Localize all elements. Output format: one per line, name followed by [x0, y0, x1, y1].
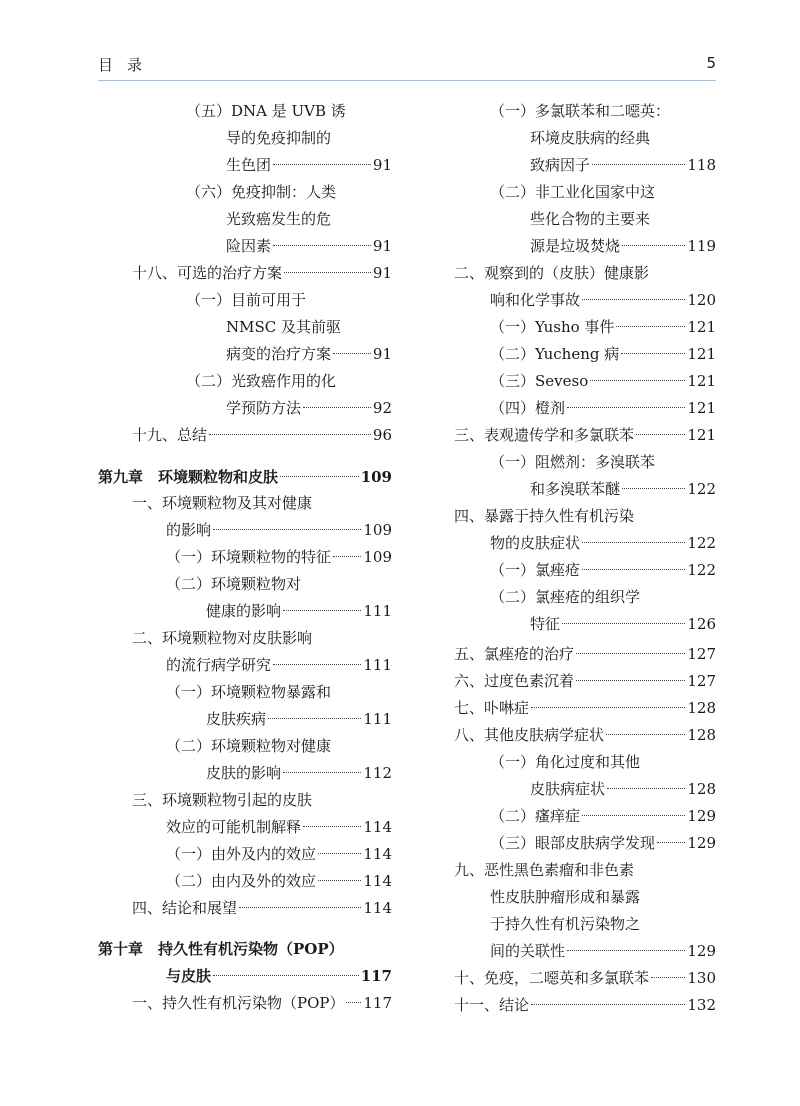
toc-entry-title: 些化合物的主要来	[530, 210, 651, 228]
toc-entry	[454, 643, 716, 665]
dot-leader	[576, 653, 685, 654]
toc-entry-page: 129	[687, 942, 716, 960]
toc-entry-title: 七、卟啉症	[454, 699, 530, 717]
toc-entry	[490, 289, 716, 311]
toc-entry-title: 源是垃圾焚烧	[530, 237, 621, 255]
dot-leader	[283, 772, 361, 773]
toc-entry-page: 117	[360, 967, 392, 985]
toc-entry-title: （二）光致癌作用的化	[186, 372, 337, 390]
toc-entry	[454, 967, 716, 989]
dot-leader	[531, 1004, 685, 1005]
toc-entry	[490, 832, 716, 854]
toc-entry-title: 于持久性有机污染物之	[490, 915, 641, 933]
toc-entry	[166, 519, 392, 541]
toc-entry-page: 121	[687, 318, 716, 336]
toc-entry-title: NMSC 及其前驱	[226, 318, 342, 336]
dot-leader	[592, 164, 685, 165]
dot-leader	[273, 164, 371, 165]
dot-leader	[273, 664, 361, 665]
toc-entry	[206, 762, 392, 784]
toc-entry-title: 六、过度色素沉着	[454, 672, 575, 690]
toc-entry-title: 效应的可能机制解释	[166, 818, 302, 836]
toc-entry-title: 十、免疫，二噁英和多氯联苯	[454, 969, 650, 987]
toc-entry-page: 109	[363, 521, 392, 539]
toc-entry-page: 127	[687, 645, 716, 663]
toc-entry-title: （二）氯痤疮的组织学	[490, 588, 641, 606]
dot-leader	[562, 623, 685, 624]
toc-entry	[490, 100, 670, 122]
toc-entry	[226, 208, 331, 230]
toc-entry	[454, 697, 716, 719]
toc-entry	[454, 424, 716, 446]
toc-entry-page: 118	[687, 156, 716, 174]
toc-entry-page: 114	[363, 899, 392, 917]
toc-entry-page: 111	[363, 710, 392, 728]
toc-entry	[454, 505, 634, 527]
toc-entry-page: 121	[687, 345, 716, 363]
toc-entry-page: 122	[687, 561, 716, 579]
toc-entry	[490, 586, 640, 608]
toc-entry	[454, 724, 716, 746]
toc-entry-title: （一）由外及内的效应	[166, 845, 317, 863]
toc-entry	[530, 127, 650, 149]
toc-entry-title: 学预防方法	[226, 399, 302, 417]
toc-entry-title: 导的免疫抑制的	[226, 129, 332, 147]
toc-entry	[186, 100, 346, 122]
dot-leader	[333, 353, 371, 354]
dot-leader	[273, 245, 371, 246]
toc-entry-title: （一）Yusho 事件	[490, 318, 615, 336]
toc-entry	[166, 965, 392, 987]
toc-entry-title: （一）角化过度和其他	[490, 753, 641, 771]
toc-entry-title: 皮肤病症状	[530, 780, 606, 798]
toc-entry	[186, 181, 336, 203]
toc-entry-title: 皮肤疾病	[206, 710, 267, 728]
toc-entry-title: 三、表观遗传学和多氯联苯	[454, 426, 635, 444]
toc-entry-title: 健康的影响	[206, 602, 282, 620]
toc-entry-title: （三）Seveso	[490, 372, 589, 390]
toc-entry-page: 109	[363, 548, 392, 566]
toc-entry	[490, 805, 716, 827]
toc-entry-page: 96	[372, 426, 392, 444]
toc-entry	[98, 466, 392, 488]
toc-entry	[132, 789, 312, 811]
toc-entry-page: 120	[687, 291, 716, 309]
toc-entry-title: 十九、总结	[132, 426, 208, 444]
toc-entry-page: 129	[687, 807, 716, 825]
toc-entry-title: 和多溴联苯醚	[530, 480, 621, 498]
toc-entry-title: 特征	[530, 615, 561, 633]
toc-entry	[490, 751, 640, 773]
toc-entry-title: 致病因子	[530, 156, 591, 174]
toc-entry-page: 109	[360, 468, 392, 486]
toc-entry	[166, 654, 392, 676]
toc-entry-title: （五）DNA 是 UVB 诱	[186, 102, 346, 120]
toc-entry	[166, 681, 331, 703]
toc-entry-title: （一）环境颗粒物暴露和	[166, 683, 332, 701]
toc-entry-page: 91	[372, 156, 392, 174]
toc-entry-title: 的影响	[166, 521, 212, 539]
toc-entry-page: 111	[363, 656, 392, 674]
toc-entry-title: 皮肤的影响	[206, 764, 282, 782]
toc-entry	[490, 370, 716, 392]
toc-entry	[132, 492, 312, 514]
toc-entry-page: 127	[687, 672, 716, 690]
running-header	[98, 54, 716, 78]
toc-entry	[490, 343, 716, 365]
toc-entry-page: 122	[687, 480, 716, 498]
toc-entry-title: 四、暴露于持久性有机污染	[454, 507, 635, 525]
toc-entry-title: 生色团	[226, 156, 272, 174]
toc-entry-title: 一、持久性有机污染物（POP）	[132, 994, 345, 1012]
toc-entry-page: 91	[372, 264, 392, 282]
toc-entry-title: 间的关联性	[490, 942, 566, 960]
toc-entry	[226, 316, 341, 338]
toc-entry	[490, 913, 640, 935]
toc-entry-title: 环境皮肤病的经典	[530, 129, 651, 147]
toc-entry-title: 八、其他皮肤病学症状	[454, 726, 605, 744]
toc-entry-title: （二）由内及外的效应	[166, 872, 317, 890]
toc-entry-title: 病变的治疗方案	[226, 345, 332, 363]
dot-leader	[576, 680, 685, 681]
toc-entry	[226, 127, 331, 149]
toc-entry-title: （二）非工业化国家中这	[490, 183, 656, 201]
toc-entry	[490, 181, 655, 203]
toc-entry-title: 险因素	[226, 237, 272, 255]
toc-entry-title: 十一、结论	[454, 996, 530, 1014]
toc-entry-title: 九、恶性黑色素瘤和非色素	[454, 861, 635, 879]
toc-entry-page: 129	[687, 834, 716, 852]
dot-leader	[280, 476, 359, 477]
toc-entry	[454, 994, 716, 1016]
toc-entry	[530, 778, 716, 800]
toc-entry	[206, 600, 392, 622]
dot-leader	[209, 434, 371, 435]
toc-entry	[490, 940, 716, 962]
dot-leader	[636, 434, 685, 435]
toc-entry-title: （二）环境颗粒物对健康	[166, 737, 332, 755]
dot-leader	[213, 975, 359, 976]
toc-entry-page: 122	[687, 534, 716, 552]
toc-entry	[530, 154, 716, 176]
toc-entry-page: 114	[363, 872, 392, 890]
dot-leader	[657, 842, 685, 843]
toc-entry	[490, 886, 640, 908]
toc-entry	[166, 843, 392, 865]
toc-entry-title: 二、环境颗粒物对皮肤影响	[132, 629, 313, 647]
toc-entry-page: 117	[363, 994, 392, 1012]
toc-entry	[530, 208, 650, 230]
toc-entry-title: （一）阻燃剂：多溴联苯	[490, 453, 656, 471]
toc-entry-title: （一）目前可用于	[186, 291, 307, 309]
dot-leader	[621, 353, 685, 354]
toc-entry-title: （二）环境颗粒物对	[166, 575, 302, 593]
dot-leader	[616, 326, 685, 327]
toc-entry-page: 121	[687, 399, 716, 417]
toc-entry-page: 128	[687, 780, 716, 798]
toc-entry	[166, 870, 392, 892]
dot-leader	[607, 788, 685, 789]
toc-entry	[98, 938, 344, 960]
toc-entry	[530, 478, 716, 500]
toc-entry	[530, 235, 716, 257]
dot-leader	[213, 529, 361, 530]
dot-leader	[651, 977, 685, 978]
toc-entry-title: （六）免疫抑制：人类	[186, 183, 337, 201]
toc-entry	[166, 573, 301, 595]
dot-leader	[582, 299, 685, 300]
toc-entry	[132, 897, 392, 919]
toc-entry-title: （二）瘙痒症	[490, 807, 581, 825]
toc-entry-page: 121	[687, 426, 716, 444]
toc-entry-title: 第十章 持久性有机污染物（POP）	[98, 940, 344, 958]
dot-leader	[531, 707, 685, 708]
toc-entry-title: （四）橙剂	[490, 399, 566, 417]
toc-entry	[206, 708, 392, 730]
toc-entry	[132, 424, 392, 446]
toc-entry	[226, 343, 392, 365]
dot-leader	[567, 950, 685, 951]
toc-entry	[226, 154, 392, 176]
toc-entry	[186, 370, 336, 392]
toc-entry	[454, 670, 716, 692]
dot-leader	[582, 815, 685, 816]
dot-leader	[622, 488, 685, 489]
header-page-number: 5	[706, 54, 716, 72]
toc-entry-title: 性皮肤肿瘤形成和暴露	[490, 888, 641, 906]
toc-entry-page: 112	[363, 764, 392, 782]
toc-entry-title: 物的皮肤症状	[490, 534, 581, 552]
toc-entry-page: 126	[687, 615, 716, 633]
dot-leader	[590, 380, 685, 381]
toc-entry-title: 十八、可选的治疗方案	[132, 264, 283, 282]
toc-entry-page: 114	[363, 845, 392, 863]
toc-entry	[132, 992, 392, 1014]
dot-leader	[606, 734, 685, 735]
toc-entry-title: （一）环境颗粒物的特征	[166, 548, 332, 566]
toc-entry-page: 91	[372, 345, 392, 363]
dot-leader	[318, 853, 361, 854]
toc-entry-title: 五、氯痤疮的治疗	[454, 645, 575, 663]
toc-entry	[490, 451, 655, 473]
toc-entry-title: （一）多氯联苯和二噁英：	[490, 102, 671, 120]
dot-leader	[283, 610, 361, 611]
toc-entry-page: 92	[372, 399, 392, 417]
toc-entry-title: 响和化学事故	[490, 291, 581, 309]
toc-entry	[226, 397, 392, 419]
toc-entry-page: 128	[687, 699, 716, 717]
toc-entry-title: 的流行病学研究	[166, 656, 272, 674]
toc-entry-page: 132	[687, 996, 716, 1014]
toc-entry	[490, 532, 716, 554]
toc-entry-title: 第九章 环境颗粒物和皮肤	[98, 468, 279, 486]
dot-leader	[346, 1002, 361, 1003]
toc-entry	[490, 559, 716, 581]
toc-entry	[166, 546, 392, 568]
toc-entry	[530, 613, 716, 635]
header-rule	[98, 80, 716, 81]
dot-leader	[303, 826, 361, 827]
dot-leader	[582, 569, 685, 570]
dot-leader	[622, 245, 685, 246]
toc-entry-page: 114	[363, 818, 392, 836]
dot-leader	[333, 556, 361, 557]
toc-entry	[226, 235, 392, 257]
toc-entry-page: 111	[363, 602, 392, 620]
toc-entry-title: （三）眼部皮肤病学发现	[490, 834, 656, 852]
toc-entry-page: 130	[687, 969, 716, 987]
toc-entry-title: 三、环境颗粒物引起的皮肤	[132, 791, 313, 809]
toc-entry-page: 91	[372, 237, 392, 255]
toc-entry-title: （一）氯痤疮	[490, 561, 581, 579]
toc-entry	[166, 735, 331, 757]
dot-leader	[268, 718, 361, 719]
toc-entry-page: 128	[687, 726, 716, 744]
toc-entry	[186, 289, 306, 311]
header-title: 目录	[98, 56, 157, 74]
dot-leader	[567, 407, 685, 408]
dot-leader	[303, 407, 371, 408]
toc-entry	[490, 316, 716, 338]
toc-entry-title: 与皮肤	[166, 967, 212, 985]
toc-entry	[490, 397, 716, 419]
toc-entry-title: 光致癌发生的危	[226, 210, 332, 228]
toc-entry-page: 119	[687, 237, 716, 255]
toc-entry	[166, 816, 392, 838]
toc-entry-title: 二、观察到的（皮肤）健康影	[454, 264, 650, 282]
toc-entry	[454, 859, 634, 881]
dot-leader	[239, 907, 361, 908]
toc-entry-title: 四、结论和展望	[132, 899, 238, 917]
toc-entry-title: 一、环境颗粒物及其对健康	[132, 494, 313, 512]
toc-entry	[132, 627, 312, 649]
dot-leader	[582, 542, 685, 543]
dot-leader	[284, 272, 371, 273]
toc-entry	[132, 262, 392, 284]
toc-entry-page: 121	[687, 372, 716, 390]
dot-leader	[318, 880, 361, 881]
toc-entry-title: （二）Yucheng 病	[490, 345, 620, 363]
toc-entry	[454, 262, 649, 284]
